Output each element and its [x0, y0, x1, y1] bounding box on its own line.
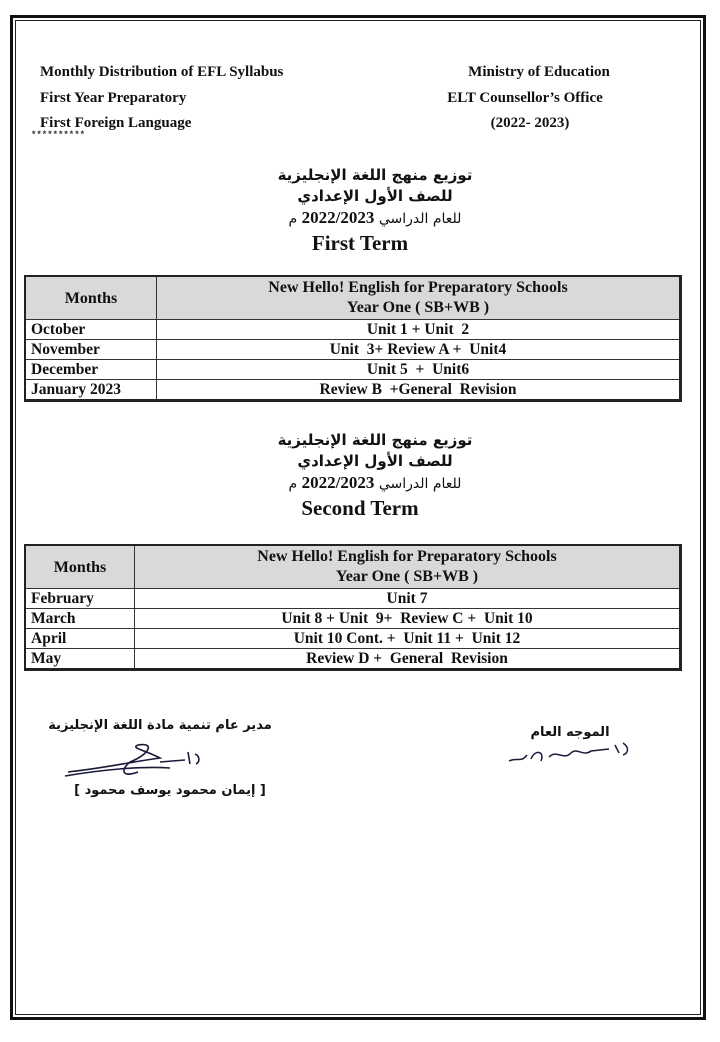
table-row: [25, 380, 681, 401]
book-subtitle: Year One ( SB+WB ): [346, 299, 490, 316]
office-label: ELT Counsellor’s Office: [447, 89, 603, 106]
term-title: Second Term: [301, 496, 419, 520]
table-row: [25, 340, 681, 360]
month-cell: February: [25, 589, 135, 609]
book-header: [157, 276, 681, 320]
arabic-year-line: [200, 207, 520, 230]
table-row: [25, 609, 681, 629]
month-cell: January 2023: [25, 380, 157, 401]
arabic-year-suffix: م: [288, 211, 298, 227]
arabic-year-prefix: للعام الدراسي: [378, 211, 462, 227]
table-row: [25, 320, 681, 340]
arabic-year-prefix: للعام الدراسي: [378, 476, 462, 492]
second-term-table: [24, 544, 682, 671]
left-signatory-title: مدير عام تنمية مادة اللغة الإنجليزية: [48, 718, 272, 733]
arabic-year-value: 2022/2023: [301, 473, 375, 492]
language-label: First Foreign Language: [40, 115, 192, 131]
ministry-label: Ministry of Education: [468, 64, 610, 80]
left-signature-block: [40, 718, 280, 798]
arabic-year-suffix: م: [288, 476, 298, 492]
table-row: [25, 589, 681, 609]
month-cell: April: [25, 629, 135, 649]
arabic-title: توزيع منهج اللغة الإنجليزية: [277, 431, 473, 449]
table-header-row: [25, 545, 681, 589]
arabic-grade: للصف الأول الإعدادي: [297, 452, 453, 470]
table-row: [25, 360, 681, 380]
months-header: Months: [25, 545, 135, 589]
first-term-table: [24, 275, 682, 402]
content-cell: Review B +General Revision: [157, 380, 681, 401]
content-cell: Unit 7: [135, 589, 681, 609]
stars-divider: **********: [31, 130, 86, 140]
header-right: [410, 60, 650, 137]
first-term-heading: [200, 165, 520, 256]
book-header: [135, 545, 681, 589]
month-cell: May: [25, 649, 135, 670]
table-row: [25, 629, 681, 649]
content-cell: Unit 3+ Review A + Unit4: [157, 340, 681, 360]
book-title: New Hello! English for Preparatory Schools: [268, 279, 568, 296]
left-signature-scribble: [60, 740, 210, 785]
syllabus-title: Monthly Distribution of EFL Syllabus: [40, 64, 284, 80]
arabic-title: توزيع منهج اللغة الإنجليزية: [277, 166, 473, 184]
arabic-year-value: 2022/2023: [301, 208, 375, 227]
month-cell: December: [25, 360, 157, 380]
grade-label: First Year Preparatory: [40, 89, 187, 106]
right-signature-block: [500, 725, 640, 740]
second-term-heading: [200, 430, 520, 521]
content-cell: Unit 10 Cont. + Unit 11 + Unit 12: [135, 629, 681, 649]
arabic-grade: للصف الأول الإعدادي: [297, 187, 453, 205]
book-title: New Hello! English for Preparatory Schools: [257, 548, 557, 565]
table-row: [25, 649, 681, 670]
content-cell: Review D + General Revision: [135, 649, 681, 670]
right-signature-scribble: [505, 739, 635, 769]
months-header: Months: [25, 276, 157, 320]
left-signatory-name: [ إيمان محمود يوسف محمود ]: [74, 783, 266, 798]
arabic-year-line: [200, 472, 520, 495]
header-left: [40, 60, 283, 137]
month-cell: March: [25, 609, 135, 629]
month-cell: October: [25, 320, 157, 340]
month-cell: November: [25, 340, 157, 360]
term-title: First Term: [311, 231, 409, 255]
right-signatory-title: الموجه العام: [530, 725, 610, 740]
book-subtitle: Year One ( SB+WB ): [335, 568, 479, 585]
content-cell: Unit 5 + Unit6: [157, 360, 681, 380]
year-label: (2022- 2023): [490, 115, 570, 131]
content-cell: Unit 1 + Unit 2: [157, 320, 681, 340]
content-cell: Unit 8 + Unit 9+ Review C + Unit 10: [135, 609, 681, 629]
table-header-row: [25, 276, 681, 320]
